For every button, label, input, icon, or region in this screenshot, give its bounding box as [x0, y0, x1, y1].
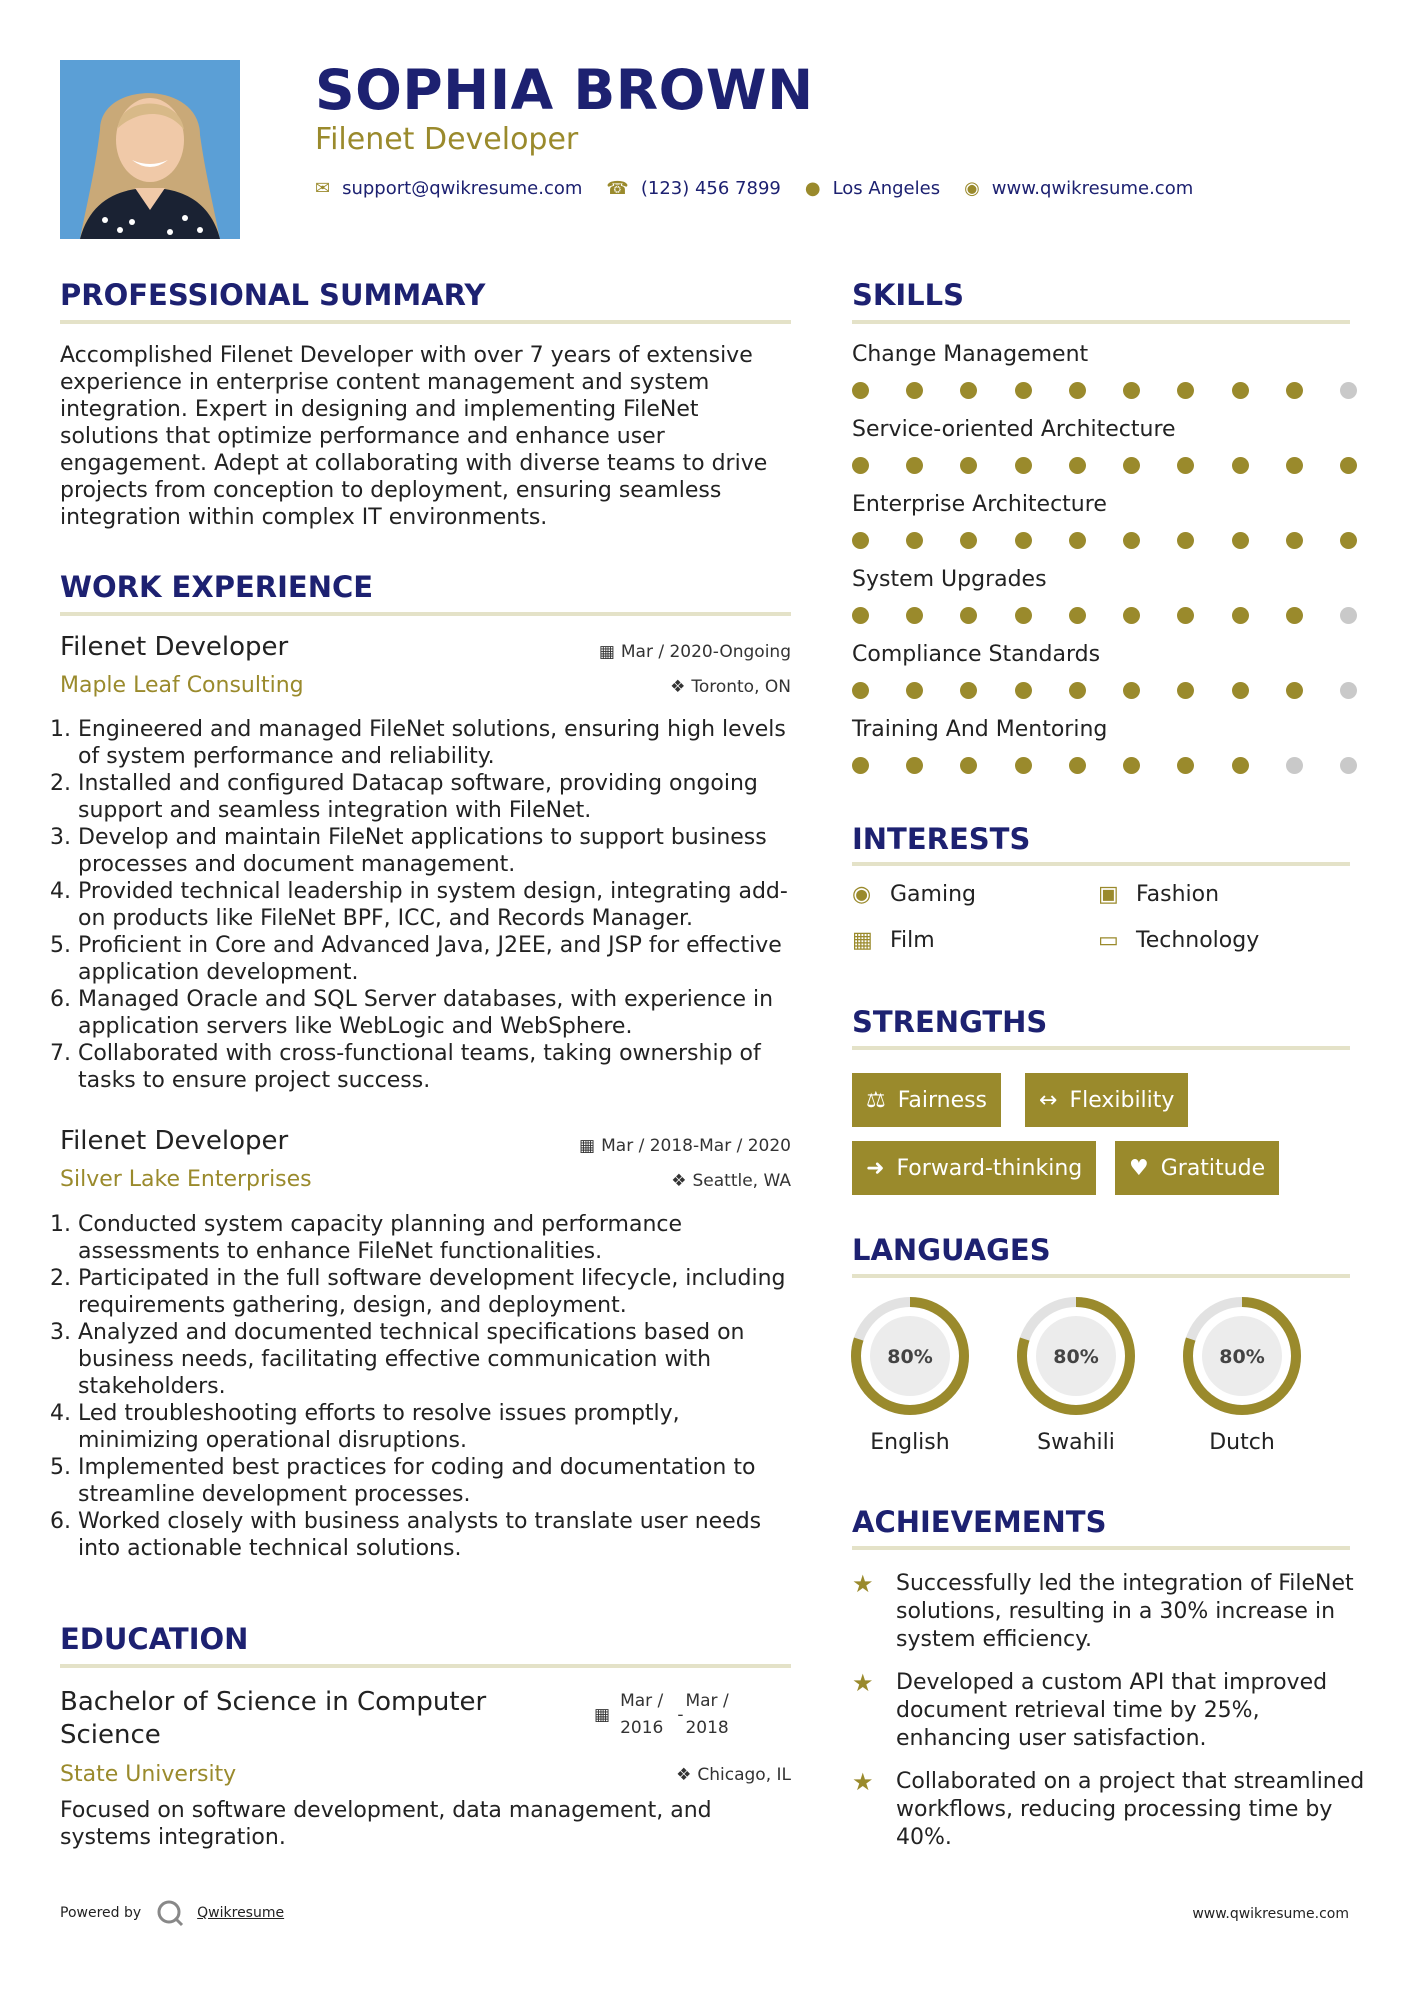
calendar-icon: ▦ — [579, 1136, 596, 1156]
language-percent: 80% — [1219, 1346, 1265, 1368]
language-item — [1011, 1294, 1141, 1455]
rating-dot — [906, 532, 923, 549]
arrows-horizontal-icon: ↔ — [1039, 1087, 1058, 1113]
achievement-item — [852, 1768, 1372, 1852]
powered-by-label: Powered by — [60, 1905, 142, 1921]
list-item: 6. Managed Oracle and SQL Server databases, with experience in application servers like WebLogic and WebSphere. — [78, 986, 802, 1040]
language-name: English — [870, 1430, 950, 1455]
skill-name: Service-oriented Architecture — [852, 417, 1176, 442]
language-item — [845, 1294, 975, 1455]
rating-dot — [1340, 607, 1357, 624]
job-dates-text: Mar / 2018-Mar / 2020 — [601, 1136, 791, 1156]
rating-dot — [1286, 682, 1303, 699]
balance-scale-icon: ⚖ — [866, 1087, 886, 1113]
rating-dot — [1123, 757, 1140, 774]
pushpin-icon: ❖ — [676, 1765, 692, 1785]
job-dates — [599, 642, 791, 662]
achievement-item — [852, 1669, 1372, 1753]
language-percent: 80% — [1053, 1346, 1099, 1368]
strength-badge — [1025, 1073, 1188, 1127]
list-item: 4. Led troubleshooting efforts to resolve issues promptly, minimizing operational disruptions. — [78, 1400, 802, 1454]
strength-label: Forward-thinking — [896, 1155, 1083, 1181]
rating-dot — [1177, 607, 1194, 624]
rating-dot — [1123, 682, 1140, 699]
list-item: 2. Installed and configured Datacap software, providing ongoing support and seamless integration with FileNet. — [78, 770, 802, 824]
rating-dot — [1123, 457, 1140, 474]
job-bullets — [52, 716, 802, 1094]
rating-dot — [1232, 532, 1249, 549]
education-description: Focused on software development, data management, and systems integration. — [60, 1798, 712, 1850]
interest-label: Fashion — [1136, 882, 1220, 907]
language-ring — [1014, 1294, 1138, 1418]
skill-rating — [852, 607, 1357, 624]
rating-dot — [1177, 382, 1194, 399]
list-item: 1. Engineered and managed FileNet solutions, ensuring high levels of system performance and reliability. — [78, 716, 802, 770]
strength-badge — [1115, 1141, 1279, 1195]
star-icon: ★ — [852, 1570, 874, 1598]
list-item: 1. Conducted system capacity planning and performance assessments to enhance FileNet functionalities. — [78, 1211, 802, 1265]
list-item: 6. Worked closely with business analysts to translate user needs into actionable technical solutions. — [78, 1508, 802, 1562]
contact-phone[interactable]: (123) 456 7899 — [640, 178, 781, 199]
interest-fashion — [1098, 882, 1219, 907]
rating-dot — [1286, 382, 1303, 399]
phone-icon: ☎ — [606, 178, 629, 199]
rating-dot — [1232, 607, 1249, 624]
strength-label: Fairness — [897, 1087, 988, 1113]
list-item: 5. Implemented best practices for coding and documentation to streamline development processes. — [78, 1454, 802, 1508]
education-school: State University — [60, 1762, 237, 1787]
rating-dot — [1286, 457, 1303, 474]
job-location-text: Seattle, WA — [692, 1171, 791, 1191]
rating-dot — [906, 607, 923, 624]
rating-dot — [1069, 757, 1086, 774]
rating-dot — [1340, 757, 1357, 774]
candidate-name: SOPHIA BROWN — [315, 58, 814, 122]
rating-dot — [1232, 457, 1249, 474]
globe-icon: ◉ — [964, 178, 980, 199]
rating-dot — [1015, 532, 1032, 549]
job-location — [671, 1171, 791, 1191]
list-item: 4. Provided technical leadership in system design, integrating add-on products like FileNet BPF, ICC, and Records Manager. — [78, 878, 802, 932]
rating-dot — [1177, 532, 1194, 549]
list-item: 7. Collaborated with cross-functional teams, taking ownership of tasks to ensure project success. — [78, 1040, 802, 1094]
contact-website[interactable]: www.qwikresume.com — [991, 178, 1194, 199]
pushpin-icon: ❖ — [671, 1171, 687, 1191]
candidate-role: Filenet Developer — [315, 122, 579, 157]
rating-dot — [960, 457, 977, 474]
shopping-bag-icon: ▣ — [1098, 882, 1119, 907]
experience-divider — [60, 612, 791, 616]
rating-dot — [852, 607, 869, 624]
profile-photo — [60, 60, 240, 239]
interest-label: Technology — [1136, 928, 1260, 953]
strengths-heading: STRENGTHS — [852, 1005, 1048, 1039]
qwikresume-logo-icon — [155, 1898, 185, 1928]
skills-divider — [852, 320, 1350, 324]
footer-website[interactable]: www.qwikresume.com — [1192, 1906, 1349, 1922]
language-name: Dutch — [1209, 1430, 1275, 1455]
education-degree: Bachelor of Science in Computer Science — [60, 1687, 487, 1750]
rating-dot — [1015, 382, 1032, 399]
rating-dot — [852, 457, 869, 474]
rating-dot — [1123, 607, 1140, 624]
education-end — [685, 1688, 728, 1742]
list-item: 5. Proficient in Core and Advanced Java, J2EE, and JSP for effective application development. — [78, 932, 802, 986]
education-start-year: 2016 — [620, 1718, 664, 1738]
summary-heading: PROFESSIONAL SUMMARY — [60, 278, 486, 312]
laptop-icon: ▭ — [1098, 928, 1119, 953]
interest-label: Gaming — [890, 882, 976, 907]
rating-dot — [852, 382, 869, 399]
rating-dot — [1069, 532, 1086, 549]
film-icon: ▦ — [852, 928, 873, 953]
languages-heading: LANGUAGES — [852, 1233, 1051, 1267]
rating-dot — [960, 382, 977, 399]
strength-badge — [852, 1073, 1001, 1127]
language-name: Swahili — [1037, 1430, 1115, 1455]
summary-text: Accomplished Filenet Developer with over 7 years of extensive experience in enterprise content management and system integration. Expert in designing and implementing FileNet solutions that optimize performance and enhance user engagement. Adept at collaborating with diverse teams to drive projects from conception to deployment, ensuring seamless integration within complex IT environments. — [60, 343, 768, 530]
rating-dot — [906, 757, 923, 774]
job-location — [670, 677, 791, 697]
strength-label: Gratitude — [1160, 1155, 1266, 1181]
calendar-icon: ▦ — [598, 642, 615, 662]
envelope-icon: ✉ — [315, 178, 331, 199]
job-dates-text: Mar / 2020-Ongoing — [620, 642, 791, 662]
rating-dot — [1123, 382, 1140, 399]
achievements-heading: ACHIEVEMENTS — [852, 1505, 1107, 1539]
rating-dot — [1340, 532, 1357, 549]
skill-rating — [852, 532, 1357, 549]
interests-divider — [852, 862, 1350, 866]
skill-name: Enterprise Architecture — [852, 492, 1107, 517]
skill-rating — [852, 457, 1357, 474]
rating-dot — [1015, 607, 1032, 624]
rating-dot — [1177, 757, 1194, 774]
rating-dot — [960, 607, 977, 624]
experience-heading: WORK EXPERIENCE — [60, 570, 374, 604]
gamepad-icon: ◉ — [852, 882, 872, 907]
rating-dot — [1069, 607, 1086, 624]
job-bullets — [52, 1211, 802, 1562]
rating-dot — [1232, 757, 1249, 774]
rating-dot — [1069, 382, 1086, 399]
date-separator: - — [677, 1705, 684, 1725]
rating-dot — [906, 682, 923, 699]
education-end-year: 2018 — [685, 1718, 729, 1738]
interest-gaming — [852, 882, 976, 907]
interest-label: Film — [890, 928, 935, 953]
education-heading: EDUCATION — [60, 1622, 249, 1656]
skill-name: Change Management — [852, 342, 1089, 367]
strengths-divider — [852, 1046, 1350, 1050]
language-ring — [848, 1294, 972, 1418]
rating-dot — [1232, 382, 1249, 399]
arrow-right-icon: ➜ — [866, 1155, 885, 1181]
qwikresume-link[interactable]: Qwikresume — [197, 1905, 285, 1921]
rating-dot — [1286, 532, 1303, 549]
job-company: Silver Lake Enterprises — [60, 1167, 312, 1192]
achievement-text: Collaborated on a project that streamlined workflows, reducing processing time by 40%. — [896, 1769, 1365, 1850]
education-dates — [594, 1688, 729, 1742]
job-location-text: Toronto, ON — [691, 677, 791, 697]
rating-dot — [1286, 757, 1303, 774]
rating-dot — [1286, 607, 1303, 624]
strength-badge — [852, 1141, 1096, 1195]
contact-email[interactable]: support@qwikresume.com — [342, 178, 583, 199]
heart-icon: ♥ — [1129, 1155, 1149, 1181]
education-start-month: Mar / — [620, 1691, 664, 1711]
job-title: Filenet Developer — [60, 1126, 289, 1156]
strength-label: Flexibility — [1069, 1087, 1175, 1113]
language-ring — [1180, 1294, 1304, 1418]
map-pin-icon: ● — [804, 178, 821, 199]
rating-dot — [1123, 532, 1140, 549]
skill-name: System Upgrades — [852, 567, 1047, 592]
education-location-text: Chicago, IL — [697, 1765, 791, 1785]
rating-dot — [960, 757, 977, 774]
calendar-icon: ▦ — [594, 1705, 611, 1725]
interest-technology — [1098, 928, 1259, 953]
star-icon: ★ — [852, 1768, 874, 1796]
rating-dot — [852, 682, 869, 699]
skill-rating — [852, 682, 1357, 699]
education-location — [676, 1765, 791, 1785]
interest-film — [852, 928, 935, 953]
interests-heading: INTERESTS — [852, 822, 1031, 856]
job-company: Maple Leaf Consulting — [60, 673, 304, 698]
list-item: 3. Analyzed and documented technical specifications based on business needs, facilitating effective communication with stakeholders. — [78, 1319, 802, 1400]
rating-dot — [906, 382, 923, 399]
rating-dot — [1069, 682, 1086, 699]
contact-bar — [315, 178, 1217, 199]
footer-powered-by — [60, 1898, 284, 1928]
job-title: Filenet Developer — [60, 632, 289, 662]
job-dates — [579, 1136, 791, 1156]
rating-dot — [1340, 682, 1357, 699]
achievement-text: Successfully led the integration of FileNet solutions, resulting in a 30% increase in system efficiency. — [896, 1571, 1354, 1652]
skill-name: Compliance Standards — [852, 642, 1101, 667]
rating-dot — [1232, 682, 1249, 699]
rating-dot — [1015, 757, 1032, 774]
languages-divider — [852, 1274, 1350, 1278]
star-icon: ★ — [852, 1669, 874, 1697]
rating-dot — [1069, 457, 1086, 474]
achievement-item — [852, 1570, 1372, 1654]
list-item: 3. Develop and maintain FileNet applications to support business processes and document management. — [78, 824, 802, 878]
summary-divider — [60, 320, 791, 324]
skill-rating — [852, 757, 1357, 774]
list-item: 2. Participated in the full software development lifecycle, including requirements gathering, design, and deployment. — [78, 1265, 802, 1319]
rating-dot — [960, 532, 977, 549]
rating-dot — [1340, 382, 1357, 399]
education-end-month: Mar / — [685, 1691, 729, 1711]
rating-dot — [1015, 682, 1032, 699]
achievement-text: Developed a custom API that improved document retrieval time by 25%, enhancing user satisfaction. — [896, 1670, 1328, 1751]
pushpin-icon: ❖ — [670, 677, 686, 697]
rating-dot — [1015, 457, 1032, 474]
language-percent: 80% — [887, 1346, 933, 1368]
achievements-divider — [852, 1546, 1350, 1550]
rating-dot — [1340, 457, 1357, 474]
education-start — [620, 1688, 663, 1742]
language-item — [1177, 1294, 1307, 1455]
rating-dot — [906, 457, 923, 474]
rating-dot — [1177, 682, 1194, 699]
skill-rating — [852, 382, 1357, 399]
rating-dot — [852, 532, 869, 549]
education-divider — [60, 1664, 791, 1668]
skills-heading: SKILLS — [852, 278, 964, 312]
rating-dot — [960, 682, 977, 699]
skill-name: Training And Mentoring — [852, 717, 1108, 742]
contact-location: Los Angeles — [832, 178, 941, 199]
profile-photo-illustration — [60, 60, 240, 239]
rating-dot — [852, 757, 869, 774]
rating-dot — [1177, 457, 1194, 474]
